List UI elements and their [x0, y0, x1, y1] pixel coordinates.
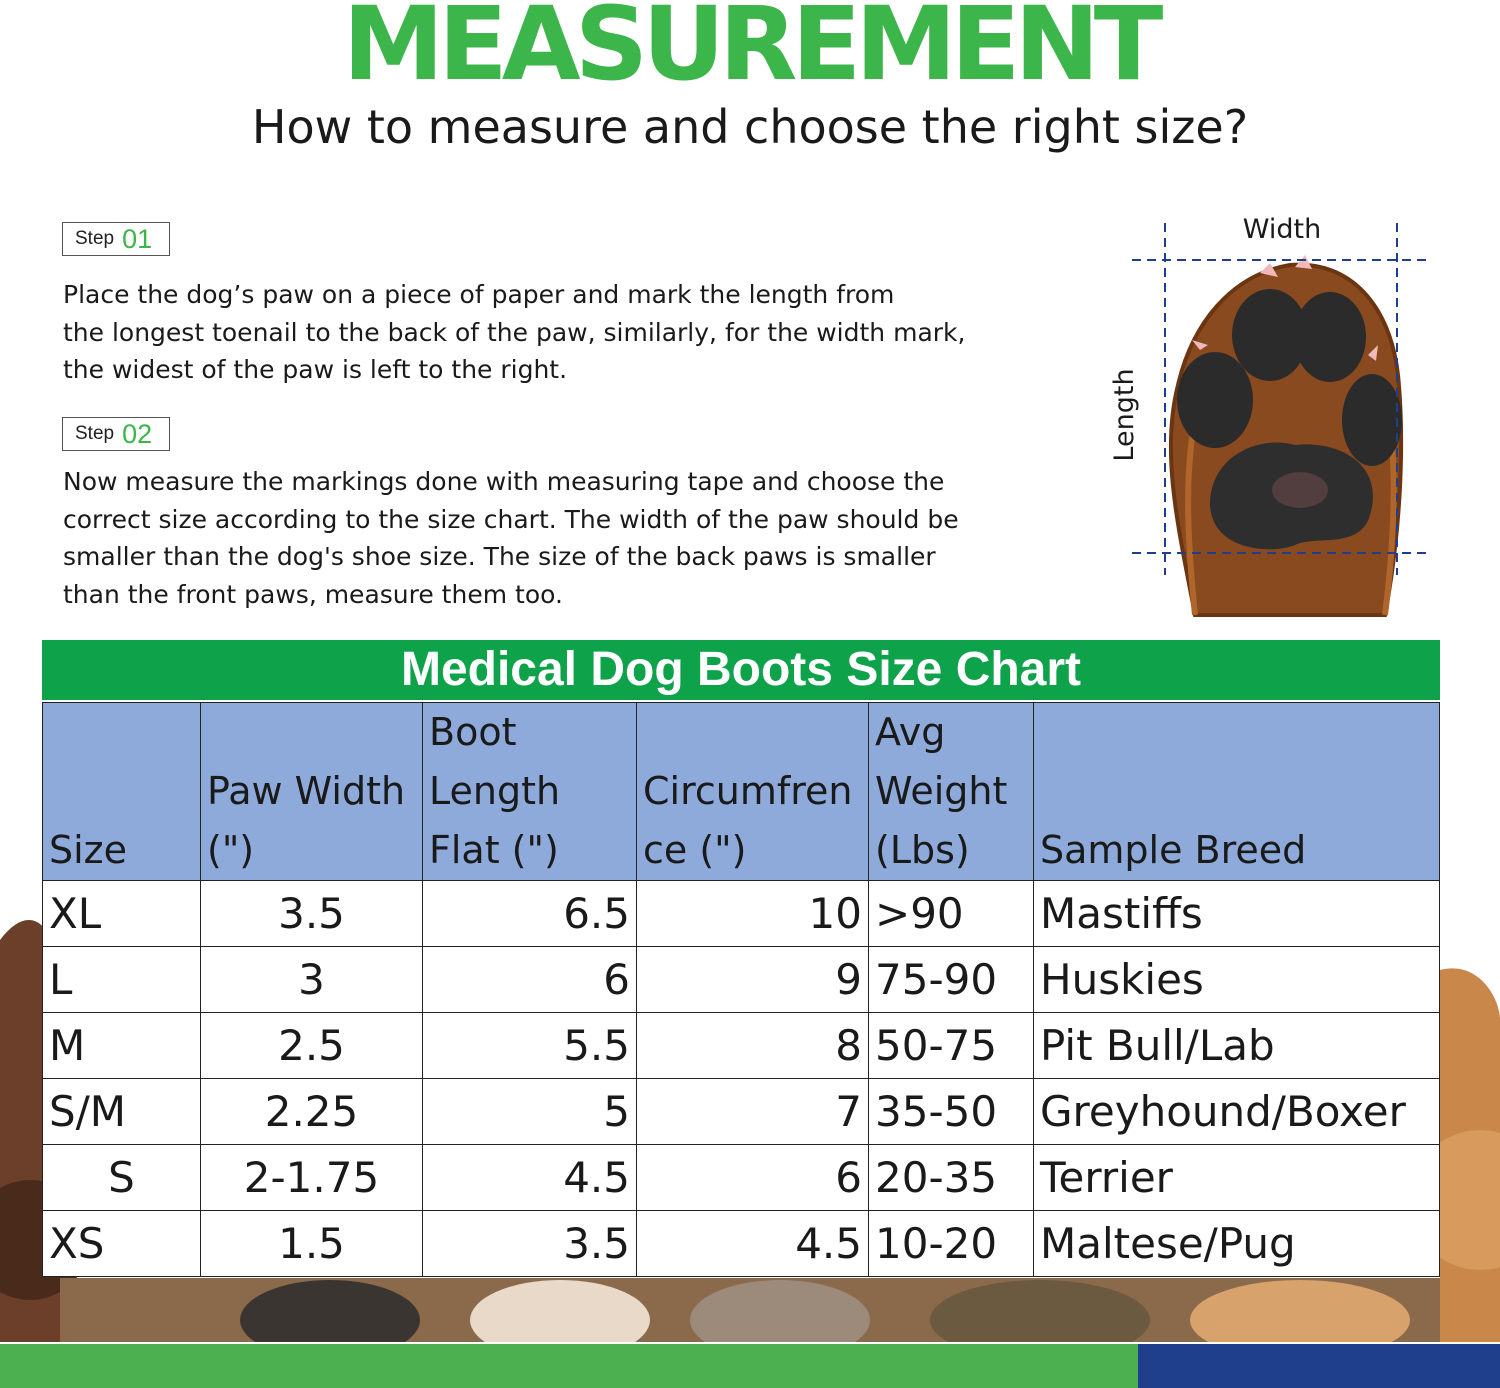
- cell-sample-breed: Pit Bull/Lab: [1034, 1013, 1440, 1079]
- cell-circumference: 9: [637, 947, 869, 1013]
- cell-boot-length: 6.5: [423, 881, 637, 947]
- cell-paw-width: 2-1.75: [201, 1145, 423, 1211]
- size-chart-table: [42, 702, 1440, 1277]
- cell-paw-width: 2.5: [201, 1013, 423, 1079]
- cell-circumference: 6: [637, 1145, 869, 1211]
- step-02-text: [63, 463, 1053, 613]
- step-02-badge: [62, 417, 170, 451]
- table-row: [43, 947, 1440, 1013]
- cell-sample-breed: Terrier: [1034, 1145, 1440, 1211]
- step-number: 01: [122, 223, 153, 254]
- cell-sample-breed: Maltese/Pug: [1034, 1211, 1440, 1277]
- step-01-text: [63, 276, 1053, 389]
- step-02-line: correct size according to the size chart. The width of the paw should be: [63, 504, 959, 534]
- cell-size: S/M: [43, 1079, 201, 1145]
- step-02-line: than the front paws, measure them too.: [63, 579, 563, 609]
- step-label: Step: [75, 228, 115, 249]
- cell-boot-length: 4.5: [423, 1145, 637, 1211]
- paw-measure-diagram: [1100, 205, 1500, 625]
- cell-paw-width: 1.5: [201, 1211, 423, 1277]
- cell-avg-weight: 10-20: [869, 1211, 1034, 1277]
- length-label: Length: [1109, 368, 1140, 462]
- cell-avg-weight: 20-35: [869, 1145, 1034, 1211]
- step-number: 02: [122, 418, 153, 449]
- cell-size: S: [43, 1145, 201, 1211]
- step-01-line: the longest toenail to the back of the paw, similarly, for the width mark,: [63, 317, 966, 347]
- header-boot-length: Boot Length Flat ("): [423, 703, 637, 881]
- cell-circumference: 10: [637, 881, 869, 947]
- cell-size: M: [43, 1013, 201, 1079]
- cell-sample-breed: Greyhound/Boxer: [1034, 1079, 1440, 1145]
- table-row: [43, 1145, 1440, 1211]
- header-avg-weight: Avg Weight (Lbs): [869, 703, 1034, 881]
- cell-circumference: 8: [637, 1013, 869, 1079]
- cell-size: XS: [43, 1211, 201, 1277]
- cell-avg-weight: >90: [869, 881, 1034, 947]
- page-subtitle: How to measure and choose the right size?: [251, 100, 1249, 154]
- toe-pad: [1177, 352, 1253, 448]
- cell-size: L: [43, 947, 201, 1013]
- step-01-line: Place the dog’s paw on a piece of paper and mark the length from: [63, 280, 895, 309]
- cell-avg-weight: 35-50: [869, 1079, 1034, 1145]
- cell-boot-length: 6: [423, 947, 637, 1013]
- header-paw-width: Paw Width ("): [201, 703, 423, 881]
- footer-green-bar: [0, 1344, 1138, 1388]
- cell-boot-length: 5.5: [423, 1013, 637, 1079]
- step-02-line: Now measure the markings done with measuring tape and choose the: [63, 467, 945, 496]
- step-label: Step: [75, 423, 115, 444]
- width-label: Width: [1242, 214, 1322, 245]
- cell-paw-width: 3.5: [201, 881, 423, 947]
- footer-blue-bar: [1138, 1344, 1500, 1388]
- step-02-line: smaller than the dog's shoe size. The size of the back paws is smaller: [63, 542, 936, 571]
- cell-boot-length: 3.5: [423, 1211, 637, 1277]
- cell-sample-breed: Mastiffs: [1034, 881, 1440, 947]
- step-01-badge: [62, 222, 170, 256]
- header-circumference: Circumfren ce ("): [637, 703, 869, 881]
- cell-circumference: 4.5: [637, 1211, 869, 1277]
- cell-paw-width: 3: [201, 947, 423, 1013]
- page-title: MEASUREMENT: [342, 0, 1158, 104]
- table-header-row: [43, 703, 1440, 881]
- cell-boot-length: 5: [423, 1079, 637, 1145]
- header-size: Size: [43, 703, 201, 881]
- cell-sample-breed: Huskies: [1034, 947, 1440, 1013]
- step-01-line: the widest of the paw is left to the right.: [63, 355, 568, 384]
- toe-pad: [1342, 374, 1402, 466]
- cell-size: XL: [43, 881, 201, 947]
- table-row: [43, 1013, 1440, 1079]
- size-chart-title: Medical Dog Boots Size Chart: [42, 640, 1440, 700]
- cell-avg-weight: 50-75: [869, 1013, 1034, 1079]
- toe-pad: [1294, 292, 1366, 382]
- table-row: [43, 1211, 1440, 1277]
- table-row: [43, 881, 1440, 947]
- cell-avg-weight: 75-90: [869, 947, 1034, 1013]
- cell-paw-width: 2.25: [201, 1079, 423, 1145]
- header-sample-breed: Sample Breed: [1034, 703, 1440, 881]
- table-row: [43, 1079, 1440, 1145]
- cell-circumference: 7: [637, 1079, 869, 1145]
